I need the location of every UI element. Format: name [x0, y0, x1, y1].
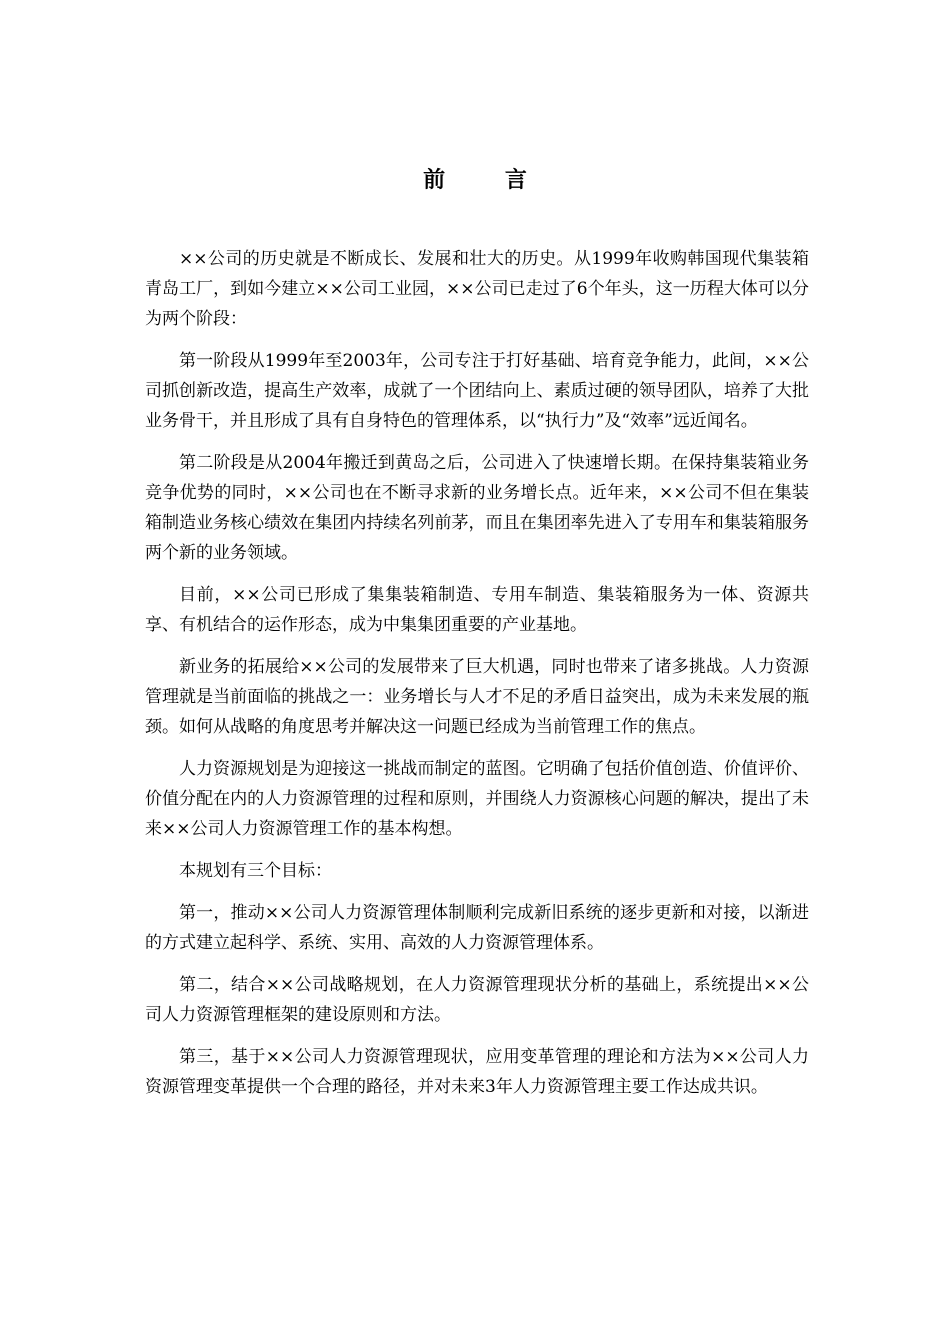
page-title: 前 言 — [423, 167, 553, 193]
paragraph-challenges: 新业务的拓展给××公司的发展带来了巨大机遇，同时也带来了诸多挑战。人力资源管理就是当前面临的挑战之一：业务增长与人才不足的矛盾日益突出，成为未来发展的瓶颈。如何从战略的角度思考并解决这一问题已经成为当前管理工作的焦点。 — [145, 657, 809, 737]
paragraph-goals-heading: 本规划有三个目标： — [179, 861, 332, 881]
paragraph-goal-three: 第三，基于××公司人力资源管理现状，应用变革管理的理论和方法为××公司人力资源管理变革提供一个合理的路径，并对未来3年人力资源管理主要工作达成共识。 — [145, 1047, 809, 1097]
paragraph-stage-two: 第二阶段是从2004年搬迁到黄岛之后，公司进入了快速增长期。在保持集装箱业务竞争优势的同时，××公司也在不断寻求新的业务增长点。近年来，××公司不但在集装箱制造业务核心绩效在集团内持续名列前茅，而且在集团率先进入了专用车和集装箱服务两个新的业务领域。 — [145, 453, 809, 563]
paragraph-goal-one: 第一，推动××公司人力资源管理体制顺利完成新旧系统的逐步更新和对接，以渐进的方式建立起科学、系统、实用、高效的人力资源管理体系。 — [145, 903, 809, 953]
paragraph-stage-one: 第一阶段从1999年至2003年，公司专注于打好基础、培育竞争能力，此间，××公司抓创新改造，提高生产效率，成就了一个团结向上、素质过硬的领导团队，培养了大批业务骨干，并且形成了具有自身特色的管理体系，以“执行力”及“效率”远近闻名。 — [145, 351, 809, 431]
paragraph-intro: ××公司的历史就是不断成长、发展和壮大的历史。从1999年收购韩国现代集装箱青岛工厂，到如今建立××公司工业园，××公司已走过了6个年头，这一历程大体可以分为两个阶段： — [145, 249, 809, 329]
document-body — [145, 244, 809, 1114]
paragraph-goal-two: 第二，结合××公司战略规划，在人力资源管理现状分析的基础上，系统提出××公司人力资源管理框架的建设原则和方法。 — [145, 975, 809, 1025]
paragraph-current: 目前，××公司已形成了集集装箱制造、专用车制造、集装箱服务为一体、资源共享、有机结合的运作形态，成为中集集团重要的产业基地。 — [145, 585, 809, 635]
paragraph-hr-plan: 人力资源规划是为迎接这一挑战而制定的蓝图。它明确了包括价值创造、价值评价、价值分配在内的人力资源管理的过程和原则，并围绕人力资源核心问题的解决，提出了未来××公司人力资源管理工作的基本构想。 — [145, 759, 809, 839]
